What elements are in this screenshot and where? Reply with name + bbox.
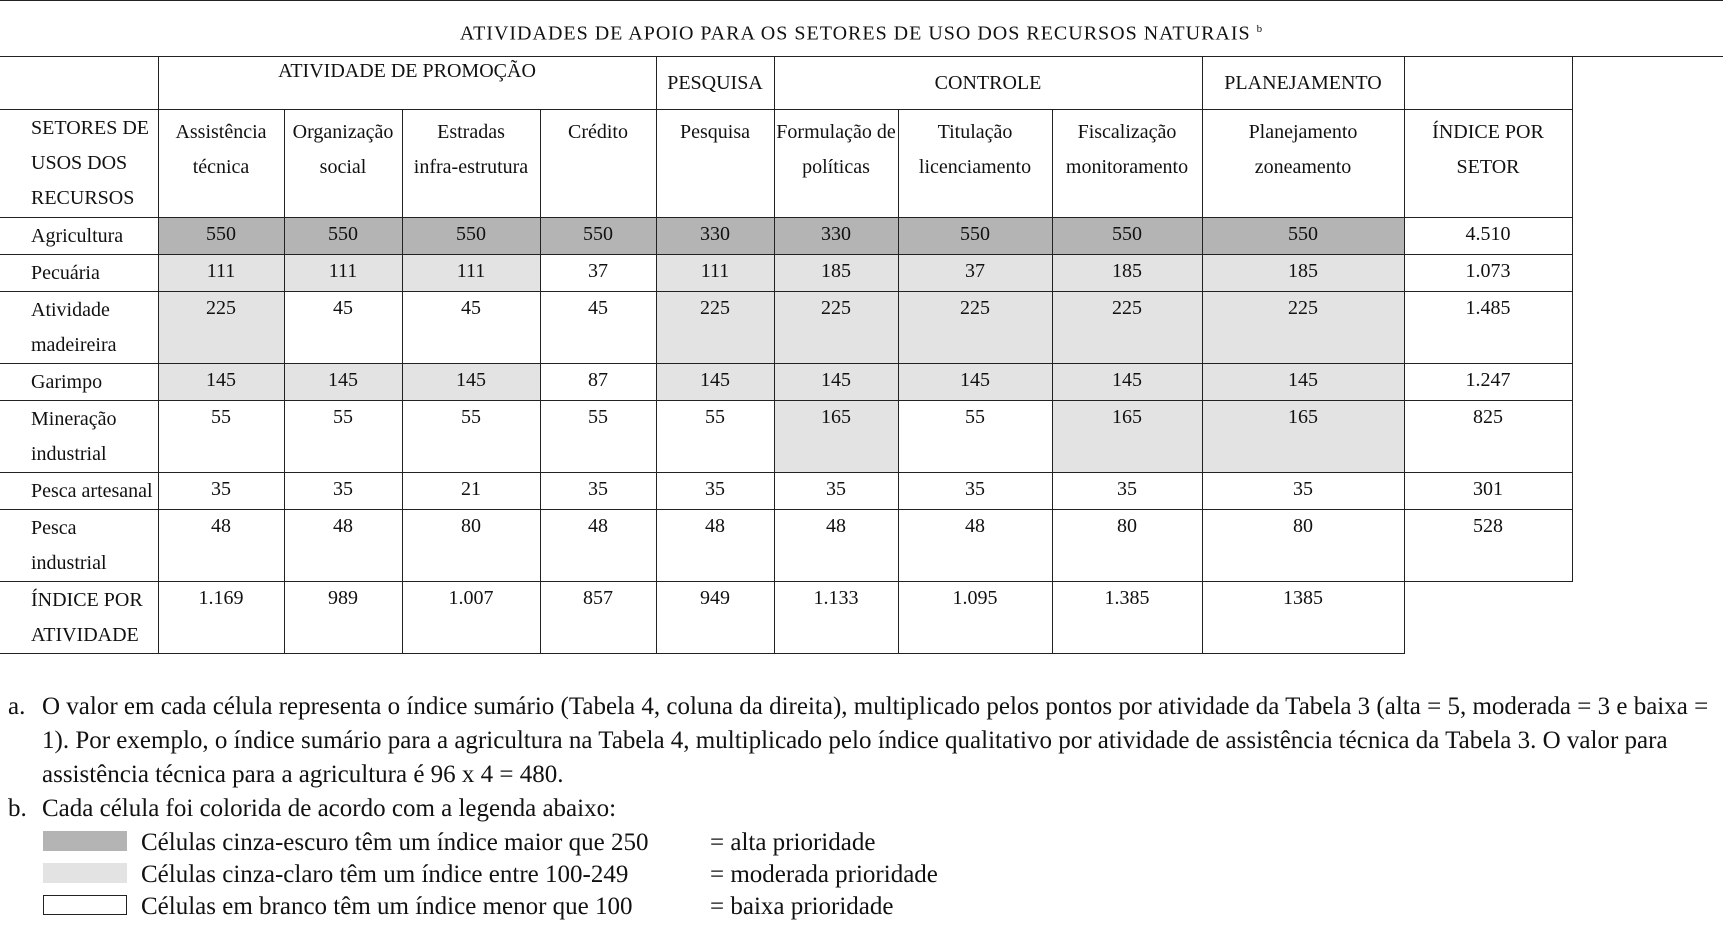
- row-label-line: industrial: [31, 552, 107, 574]
- table-cell: 165: [1202, 401, 1404, 473]
- dark-gray-swatch: [43, 831, 127, 851]
- row-label-line: ATIVIDADE: [31, 624, 139, 646]
- table-cell: 550: [898, 218, 1052, 255]
- table-cell: 550: [402, 218, 540, 255]
- column-header-line: monitoramento: [1065, 156, 1189, 178]
- row-label: [0, 364, 158, 401]
- table-cell: 225: [898, 292, 1052, 364]
- legend-meaning: = baixa prioridade: [710, 893, 894, 920]
- table-cell: 48: [774, 510, 898, 582]
- column-header-credito: [540, 110, 656, 218]
- table-cell: 1.095: [898, 582, 1052, 654]
- row-label: [0, 510, 158, 582]
- table-cell: 21: [402, 473, 540, 510]
- row-label-header-line: RECURSOS: [31, 187, 135, 209]
- row-label: [0, 218, 158, 255]
- column-header-line: Planejamento: [1248, 121, 1358, 143]
- row-label-line: madeireira: [31, 334, 117, 356]
- sector-index-cell: 825: [1404, 401, 1572, 473]
- footnote-a-marker: a.: [8, 693, 26, 720]
- table-cell: 1.007: [402, 582, 540, 654]
- legend-row-white: [8, 890, 1718, 922]
- sector-index-cell: 1.485: [1404, 292, 1572, 364]
- row-label: [0, 401, 158, 473]
- table-cell: 35: [1052, 473, 1202, 510]
- table-row: [0, 364, 1572, 401]
- table-cell: 330: [656, 218, 774, 255]
- table-cell: 550: [540, 218, 656, 255]
- table-cell: 55: [402, 401, 540, 473]
- column-header-line: Formulação de: [776, 121, 896, 143]
- column-header-row: [0, 110, 1572, 218]
- table-cell: 37: [898, 255, 1052, 292]
- sector-index-cell: 301: [1404, 473, 1572, 510]
- column-header-line: Assistência: [175, 121, 267, 143]
- table-cell: 185: [1202, 255, 1404, 292]
- table-cell: 225: [1052, 292, 1202, 364]
- table-cell: 550: [1202, 218, 1404, 255]
- row-label-line: Atividade: [31, 299, 110, 321]
- table-cell: 48: [158, 510, 284, 582]
- table-cell: 1.133: [774, 582, 898, 654]
- table-cell: 80: [1052, 510, 1202, 582]
- column-header-planejamento: [1202, 110, 1404, 218]
- table-cell: 35: [284, 473, 402, 510]
- table-title-footnote-marker: b: [1256, 23, 1264, 35]
- table-cell: 1.385: [1052, 582, 1202, 654]
- column-header-indice-setor: [1404, 110, 1572, 218]
- table-cell: 1385: [1202, 582, 1404, 654]
- empty-corner-cell: [1404, 582, 1572, 654]
- table-cell: 185: [774, 255, 898, 292]
- table-cell: 550: [1052, 218, 1202, 255]
- row-label: [0, 292, 158, 364]
- table-cell: 989: [284, 582, 402, 654]
- table-cell: 225: [1202, 292, 1404, 364]
- column-header-line: ÍNDICE POR: [1432, 121, 1544, 143]
- row-label-line: Pesca artesanal: [31, 480, 153, 502]
- row-label-header: [0, 110, 158, 218]
- table-cell: 185: [1052, 255, 1202, 292]
- table-cell: 45: [540, 292, 656, 364]
- legend-text: Células cinza-claro têm um índice entre 100-249: [141, 861, 629, 888]
- table-cell: 45: [284, 292, 402, 364]
- row-label-line: Agricultura: [31, 225, 124, 247]
- table-cell: 225: [656, 292, 774, 364]
- column-header-pesquisa: [656, 110, 774, 218]
- legend-text: Células cinza-escuro têm um índice maior que 250: [141, 829, 649, 856]
- footnotes: [8, 690, 1718, 922]
- table-cell: 35: [158, 473, 284, 510]
- group-header-controle: CONTROLE: [774, 57, 1202, 110]
- column-header-estradas: [402, 110, 540, 218]
- table-cell: 111: [284, 255, 402, 292]
- column-header-line: políticas: [802, 156, 870, 178]
- table-cell: 165: [774, 401, 898, 473]
- footnote-b-marker: b.: [8, 795, 27, 822]
- row-label-line: ÍNDICE POR: [31, 589, 143, 611]
- table-cell: 35: [656, 473, 774, 510]
- row-label-line: Pecuária: [31, 262, 100, 284]
- column-header-line: Crédito: [568, 121, 628, 143]
- group-header-planejamento: PLANEJAMENTO: [1202, 57, 1404, 110]
- column-header-line: Estradas: [437, 121, 505, 143]
- table-cell: 145: [656, 364, 774, 401]
- table-cell: 1.169: [158, 582, 284, 654]
- column-header-line: Fiscalização: [1077, 121, 1177, 143]
- table-cell: 80: [1202, 510, 1404, 582]
- group-header-blank: [0, 57, 158, 110]
- column-header-line: Organização: [292, 121, 394, 143]
- table-cell: 145: [774, 364, 898, 401]
- table-cell: 55: [284, 401, 402, 473]
- table-cell: 48: [898, 510, 1052, 582]
- table-cell: 48: [540, 510, 656, 582]
- table-cell: 225: [774, 292, 898, 364]
- footnote-b: [8, 792, 1718, 826]
- column-header-fiscalizacao: [1052, 110, 1202, 218]
- table-title-text: ATIVIDADES DE APOIO PARA OS SETORES DE USO DOS RECURSOS NATURAIS: [459, 22, 1251, 45]
- table-cell: 145: [1202, 364, 1404, 401]
- table-row: [0, 218, 1572, 255]
- sector-index-cell: 528: [1404, 510, 1572, 582]
- column-header-organizacao: [284, 110, 402, 218]
- table-cell: 55: [656, 401, 774, 473]
- row-label: [0, 255, 158, 292]
- row-label-line: Garimpo: [31, 371, 103, 393]
- row-label-line: Mineração: [31, 408, 117, 430]
- row-label-header-line: SETORES DE: [31, 117, 149, 139]
- table-cell: 48: [284, 510, 402, 582]
- row-label: [0, 582, 158, 654]
- table-title: [0, 1, 1723, 57]
- footnote-a-text: O valor em cada célula representa o índice sumário (Tabela 4, coluna da direita), multiplicado pelos pontos por atividade da Tabela 3 (alta = 5, moderada = 3 e baixa = 1). Por exemplo, o índice sumário para a agricultura na Tabela 4, multiplicado pelo índice qualitativo por atividade de assistência técnica da Tabela 3. O valor para assistência técnica para a agricultura é 96 x 4 = 480.: [42, 693, 1709, 788]
- group-header-promocao: ATIVIDADE DE PROMOÇÃO: [158, 57, 656, 110]
- table-row: [0, 401, 1572, 473]
- footnote-b-text: Cada célula foi colorida de acordo com a legenda abaixo:: [42, 795, 617, 822]
- column-header-line: social: [319, 156, 367, 178]
- column-header-line: licenciamento: [918, 156, 1032, 178]
- table-cell: 111: [656, 255, 774, 292]
- row-label: [0, 473, 158, 510]
- table-cell: 330: [774, 218, 898, 255]
- footnote-a: [8, 690, 1718, 792]
- light-gray-swatch: [43, 863, 127, 883]
- table-cell: 145: [1052, 364, 1202, 401]
- table-cell: 87: [540, 364, 656, 401]
- table-cell: 145: [402, 364, 540, 401]
- table-cell: 80: [402, 510, 540, 582]
- table-row: [0, 473, 1572, 510]
- group-header-blank-end: [1404, 57, 1572, 110]
- priority-table: [0, 57, 1573, 654]
- row-label-line: industrial: [31, 443, 107, 465]
- table-cell: 949: [656, 582, 774, 654]
- table-cell: 45: [402, 292, 540, 364]
- row-label-header-line: USOS DOS: [31, 152, 128, 174]
- table-cell: 111: [402, 255, 540, 292]
- column-header-line: SETOR: [1456, 156, 1520, 178]
- table-cell: 37: [540, 255, 656, 292]
- sector-index-cell: 1.247: [1404, 364, 1572, 401]
- white-swatch: [43, 895, 127, 915]
- row-label-line: Pesca: [31, 517, 77, 539]
- column-header-line: Pesquisa: [680, 121, 750, 143]
- table-cell: 48: [656, 510, 774, 582]
- table-cell: 111: [158, 255, 284, 292]
- column-header-assistencia: [158, 110, 284, 218]
- table-cell: 35: [540, 473, 656, 510]
- table-cell: 145: [898, 364, 1052, 401]
- table-cell: 857: [540, 582, 656, 654]
- table-cell: 55: [898, 401, 1052, 473]
- group-header-row: [0, 57, 1572, 110]
- legend-meaning: = alta prioridade: [710, 829, 876, 856]
- table-cell: 35: [1202, 473, 1404, 510]
- legend-row-light: [8, 858, 1718, 890]
- column-header-line: técnica: [192, 156, 250, 178]
- sector-index-cell: 1.073: [1404, 255, 1572, 292]
- table-cell: 145: [158, 364, 284, 401]
- table-cell: 225: [158, 292, 284, 364]
- table-row: [0, 510, 1572, 582]
- table-cell: 550: [158, 218, 284, 255]
- table-cell: 550: [284, 218, 402, 255]
- legend-row-dark: [8, 826, 1718, 858]
- legend-text: Células em branco têm um índice menor que 100: [141, 893, 633, 920]
- table-cell: 165: [1052, 401, 1202, 473]
- group-header-pesquisa: PESQUISA: [656, 57, 774, 110]
- table-cell: 55: [540, 401, 656, 473]
- column-header-line: Titulação: [937, 121, 1013, 143]
- column-header-line: infra-estrutura: [413, 156, 529, 178]
- legend-meaning: = moderada prioridade: [710, 861, 938, 888]
- totals-row: [0, 582, 1572, 654]
- column-header-formulacao: [774, 110, 898, 218]
- table-cell: 35: [898, 473, 1052, 510]
- column-header-titulacao: [898, 110, 1052, 218]
- table-cell: 55: [158, 401, 284, 473]
- sector-index-cell: 4.510: [1404, 218, 1572, 255]
- table-row: [0, 255, 1572, 292]
- table-row: [0, 292, 1572, 364]
- table-cell: 145: [284, 364, 402, 401]
- column-header-line: zoneamento: [1254, 156, 1352, 178]
- table-cell: 35: [774, 473, 898, 510]
